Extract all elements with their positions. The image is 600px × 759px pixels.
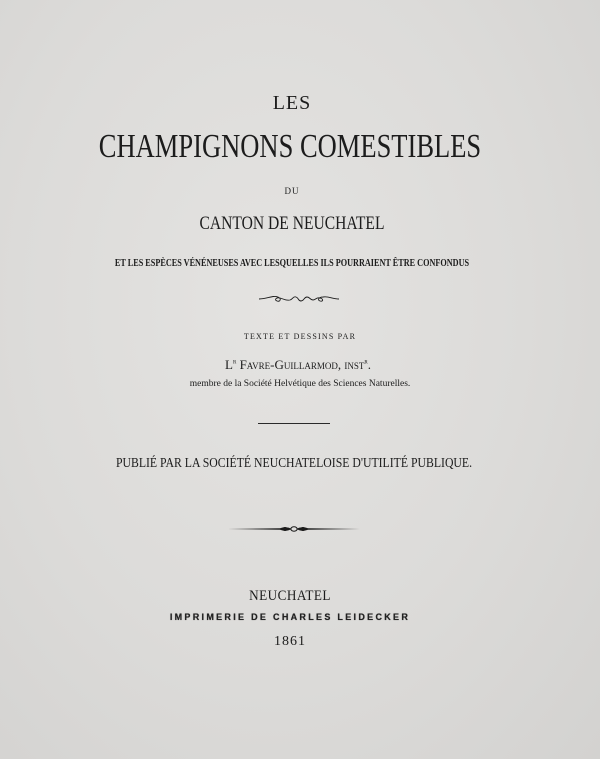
author-line: [0, 357, 598, 373]
main-title: CHAMPIGNONS COMESTIBLES: [98, 128, 482, 165]
year: 1861: [274, 634, 306, 649]
title-canton: CANTON DE NEUCHATEL: [199, 213, 385, 234]
title-du: DU: [284, 186, 300, 196]
author-prefix-sup: r: [232, 357, 237, 366]
title-les: LES: [272, 92, 312, 114]
author-membership: membre de la Société Helvétique des Sciences Naturelles.: [189, 379, 411, 389]
author-end: .: [367, 357, 371, 372]
printer: IMPRIMERIE DE CHARLES LEIDECKER: [169, 612, 411, 622]
published-by: PUBLIÉ PAR LA SOCIÉTÉ NEUCHATELOISE D'UTILITÉ PUBLIQUE.: [115, 456, 473, 471]
short-rule: [258, 423, 330, 424]
text-and-drawings-by: TEXTE ET DESSINS PAR: [243, 332, 357, 341]
ornament-divider-icon: [258, 293, 340, 305]
city: NEUCHATEL: [249, 588, 331, 604]
subtitle: ET LES ESPÈCES VÉNÉNEUSES AVEC LESQUELLES ILS POURRAIENT ÊTRE CONFONDUS: [114, 258, 470, 269]
author-name: Favre-Guillarmod, inst: [239, 357, 365, 372]
author-suffix-sup: r: [364, 357, 368, 366]
author-prefix: L: [225, 357, 233, 372]
ornament-rule-icon: [228, 524, 360, 534]
